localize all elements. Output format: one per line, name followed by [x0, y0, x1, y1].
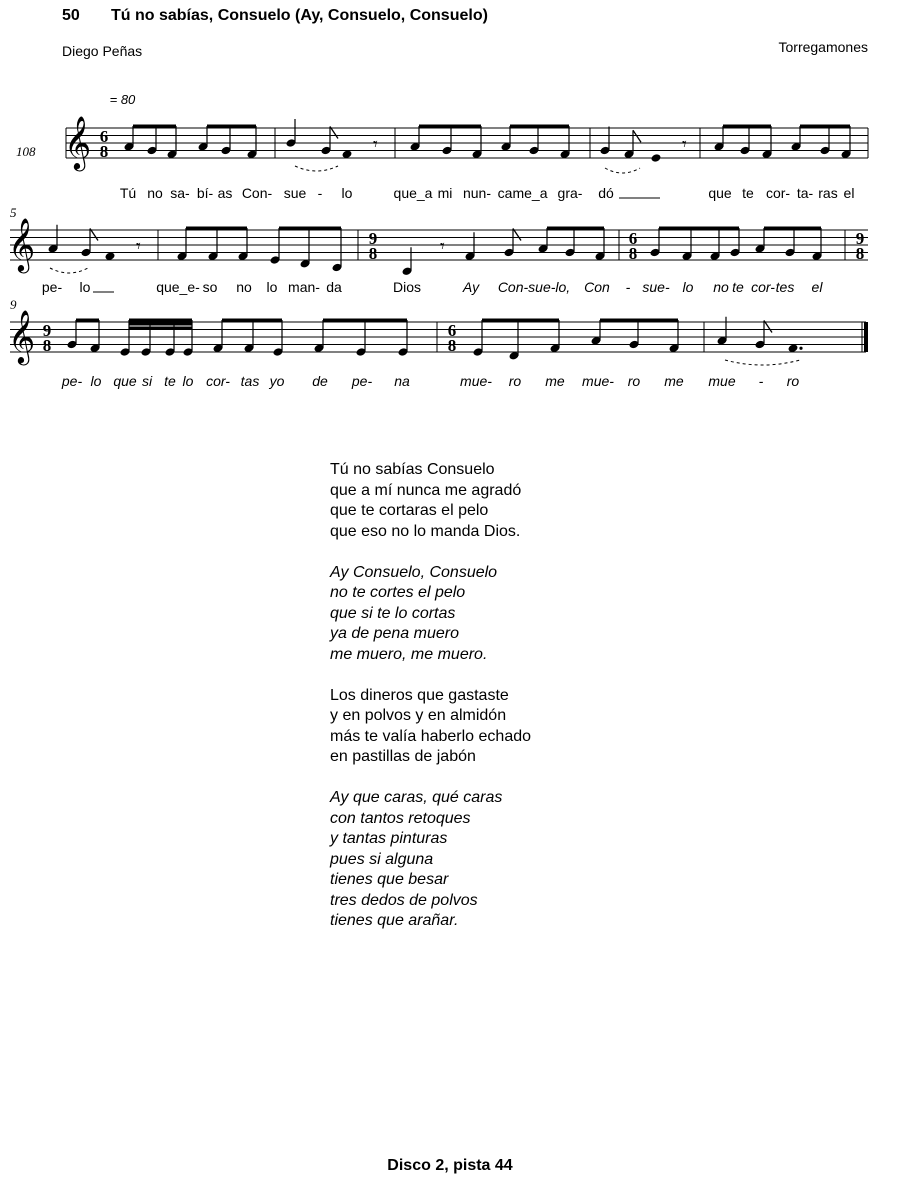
footer-track-info: Disco 2, pista 44	[387, 1157, 513, 1174]
lyric-syllable: lo	[682, 279, 694, 295]
song-number: 50	[62, 7, 80, 24]
measure-number: 108	[16, 144, 36, 159]
poem-line: Ay que caras, qué caras	[330, 789, 503, 806]
lyric-syllable: na	[394, 373, 410, 389]
lyric-syllable: tes	[775, 279, 795, 295]
eighth-rest-icon: 𝄾	[440, 236, 445, 257]
lyric-syllable: mue-	[460, 373, 492, 389]
lyric-syllable: Con	[584, 279, 610, 295]
lyric-syllable: yo	[269, 373, 285, 389]
eighth-rest-icon: 𝄾	[136, 236, 141, 257]
lyric-syllable: ro	[508, 373, 522, 389]
poem-line: que eso no lo manda Dios.	[330, 522, 521, 540]
note-flag	[633, 130, 641, 142]
song-title: Tú no sabías, Consuelo (Ay, Consuelo, Consuelo)	[111, 7, 488, 24]
lyric-syllable: ro	[786, 373, 800, 389]
time-signature-numerator: 9	[42, 321, 52, 340]
lyric-syllable: el	[843, 185, 855, 201]
poem-line: tienes que arañar.	[330, 912, 459, 929]
poem-line: y tantas pinturas	[330, 830, 448, 847]
lyric-syllable: cor-	[751, 279, 775, 295]
lyric-syllable: que	[708, 185, 732, 201]
lyric-syllable: tas	[240, 373, 260, 389]
poem-line: con tantos retoques	[330, 809, 471, 827]
lyric-syllable: so	[202, 279, 218, 295]
lyric-syllable: -	[317, 185, 323, 201]
lyric-syllable: gra-	[557, 185, 583, 201]
lyric-syllable: bí-	[196, 185, 214, 201]
time-signature-change-denominator: 8	[447, 336, 457, 355]
lyric-syllable: ro	[627, 373, 641, 389]
slur	[725, 360, 800, 365]
poem-line: que a mí nunca me agradó	[330, 481, 522, 499]
time-signature-numerator: 6	[99, 127, 109, 146]
measure-number: 5	[10, 205, 17, 220]
place-name: Torregamones	[778, 39, 868, 55]
poem-line: me muero, me muero.	[330, 645, 488, 663]
lyric-syllable: pe-	[351, 373, 373, 389]
lyric-syllable: cor-	[206, 373, 230, 389]
lyric-syllable: pe-	[61, 373, 83, 389]
lyric-syllable: lo	[79, 279, 91, 295]
lyric-syllable: sa-	[170, 185, 190, 201]
lyric-syllable: ca	[497, 185, 513, 201]
lyric-syllable: da	[326, 279, 342, 295]
poem-stanza	[330, 788, 531, 932]
lyric-syllable: -	[758, 373, 764, 389]
lyric-syllable: lo	[341, 185, 353, 201]
lyric-syllable: de	[312, 373, 328, 389]
lyric-syllable: -	[625, 279, 631, 295]
time-signature-denominator: 8	[99, 142, 109, 161]
lyric-syllable: me	[545, 373, 565, 389]
poem-line: pues si alguna	[330, 850, 434, 868]
lyric-syllable: Tú	[119, 185, 137, 201]
lyric-syllable: te	[742, 185, 754, 201]
lyric-syllable: sue-	[642, 279, 670, 295]
time-signature-change-numerator: 6	[628, 229, 638, 248]
lyric-syllable: no	[713, 279, 729, 295]
poem-line: tienes que besar	[330, 871, 449, 888]
time-signature-change-denominator: 8	[628, 244, 638, 263]
lyric-syllable: lo	[182, 373, 194, 389]
slur	[50, 268, 88, 273]
poem-line: tres dedos de polvos	[330, 891, 478, 909]
time-signature-denominator: 8	[42, 336, 52, 355]
lyric-syllable: Con-sue-lo,	[497, 279, 571, 295]
time-signature-change-denominator: 8	[368, 244, 378, 263]
lyric-syllable: lo	[266, 279, 278, 295]
poem-text	[330, 460, 531, 952]
poem-line: y en polvos y en almidón	[330, 707, 507, 724]
poem-line: no te cortes el pelo	[330, 584, 466, 601]
poem-line: Los dineros que gastaste	[330, 686, 509, 704]
performer-name: Diego Peñas	[62, 43, 143, 59]
lyric-syllable: que_e-	[156, 279, 200, 295]
treble-clef-icon: 𝄞	[8, 217, 36, 271]
note-head	[651, 153, 662, 163]
music-score	[0, 0, 900, 400]
lyric-syllable: man-	[288, 279, 320, 295]
eighth-rest-icon: 𝄾	[682, 134, 687, 155]
treble-clef-icon: 𝄞	[64, 115, 92, 169]
poem-line: que si te lo cortas	[330, 604, 456, 622]
poem-stanza	[330, 460, 531, 542]
lyric-syllable: no	[236, 279, 252, 295]
lyric-syllable: as	[217, 185, 233, 201]
lyric-syllable: te	[732, 279, 744, 295]
lyric-syllable: Dios	[392, 279, 422, 295]
poem-line: ya de pena muero	[330, 625, 459, 642]
time-signature-change-numerator: 9	[368, 229, 378, 248]
poem-line: Tú no sabías Consuelo	[330, 461, 495, 478]
slur	[605, 168, 640, 173]
lyric-syllable: el	[811, 279, 823, 295]
lyric-syllable: ras	[818, 185, 838, 201]
poem-line: más te valía haberlo echado	[330, 727, 532, 745]
lyric-syllable: me_a	[512, 185, 548, 201]
poem-line: que te cortaras el pelo	[330, 502, 489, 519]
time-signature-change-numerator: 9	[855, 229, 865, 248]
lyric-syllable: pe-	[41, 279, 63, 295]
poem-stanza	[330, 563, 531, 666]
lyric-syllable: que_a	[393, 185, 433, 201]
lyric-syllable: nun-	[462, 185, 492, 201]
lyric-syllable: te	[164, 373, 176, 389]
tempo-value: = 80	[109, 92, 136, 107]
treble-clef-icon: 𝄞	[8, 309, 36, 363]
poem-line: Ay Consuelo, Consuelo	[330, 563, 498, 581]
lyric-syllable: mue	[708, 373, 736, 389]
lyric-syllable: que	[113, 373, 137, 389]
time-signature-change-denominator: 8	[855, 244, 865, 263]
poem-stanza	[330, 686, 531, 768]
tempo-mark	[96, 92, 135, 107]
lyric-syllable: mi	[437, 185, 453, 201]
poem-line: en pastillas de jabón	[330, 748, 476, 765]
time-signature-change-numerator: 6	[447, 321, 457, 340]
eighth-rest-icon: 𝄾	[373, 134, 378, 155]
lyric-syllable: lo	[90, 373, 102, 389]
slur	[295, 166, 338, 171]
lyric-syllable: dó	[598, 185, 614, 201]
lyric-syllable: no	[147, 185, 163, 201]
lyric-syllable: Ay	[462, 279, 480, 295]
lyric-syllable: me	[664, 373, 684, 389]
lyric-syllable: cor-	[765, 185, 791, 201]
lyric-syllable: Con-	[241, 185, 273, 201]
augmentation-dot	[799, 347, 802, 350]
measure-number: 9	[10, 297, 17, 312]
lyric-syllable: sue	[283, 185, 307, 201]
lyric-syllable: ta-	[796, 185, 814, 201]
lyric-syllable: mue-	[582, 373, 614, 389]
lyric-syllable: si	[141, 373, 153, 389]
